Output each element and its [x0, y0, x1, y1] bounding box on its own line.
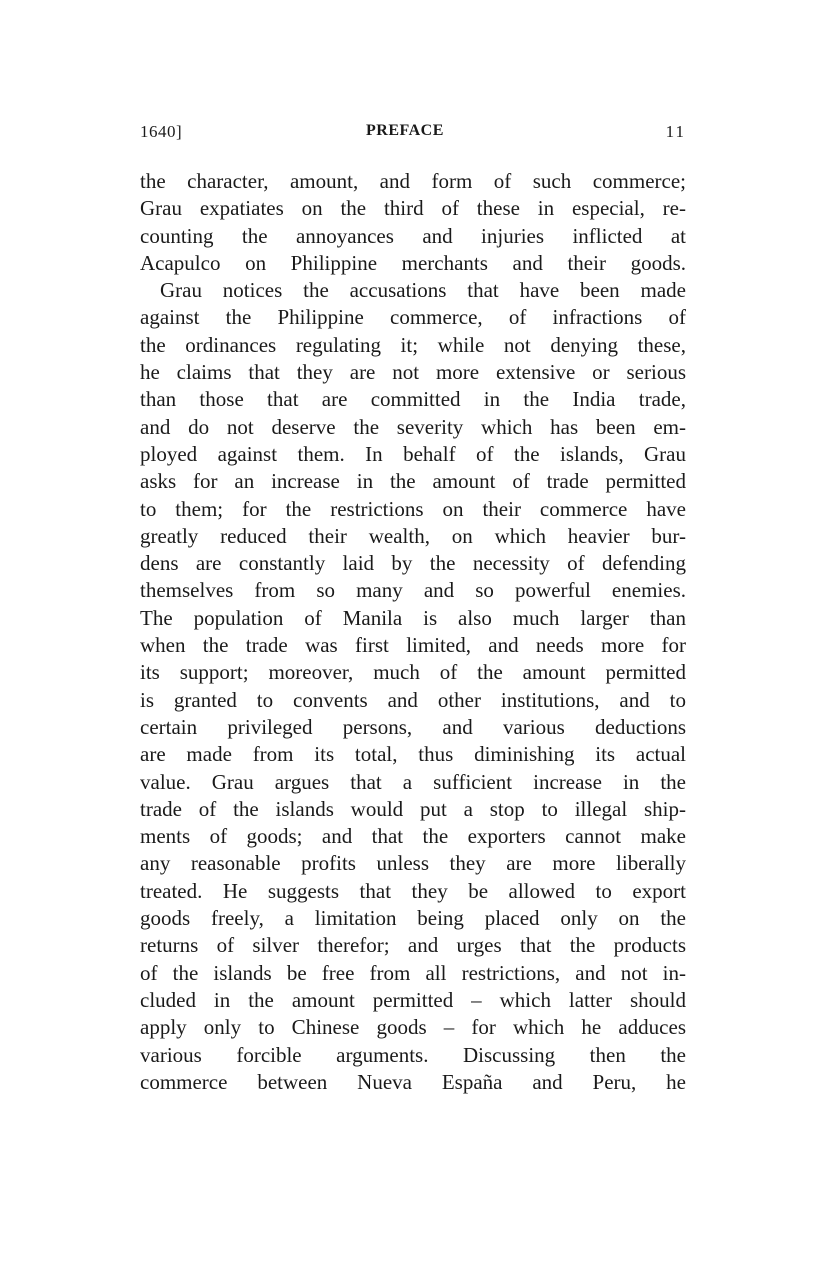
text-line: of the islands be free from all restrictions, and not in- [140, 960, 686, 985]
text-line: than those that are committed in the India trade, [140, 387, 686, 412]
text-line: value. Grau argues that a sufficient increase in the [140, 769, 686, 794]
text-line: its support; moreover, much of the amount permitted [140, 660, 686, 685]
text-line: Acapulco on Philippine merchants and their goods. [140, 250, 686, 275]
text-line: and do not deserve the severity which has been em- [140, 414, 686, 439]
text-line: trade of the islands would put a stop to illegal ship- [140, 796, 686, 821]
text-line: ployed against them. In behalf of the islands, Grau [140, 441, 686, 466]
text-line: cluded in the amount permitted – which latter should [140, 987, 686, 1012]
text-line: counting the annoyances and injuries inflicted at [140, 223, 686, 248]
text-line: any reasonable profits unless they are more liberally [140, 851, 686, 876]
text-line: is granted to convents and other institutions, and to [140, 687, 686, 712]
text-line: he claims that they are not more extensive or serious [140, 360, 686, 385]
text-line: against the Philippine commerce, of infractions of [140, 305, 686, 330]
text-line: when the trade was first limited, and needs more for [140, 633, 686, 658]
running-head-title: PREFACE [366, 122, 444, 139]
text-line: Grau notices the accusations that have been made [160, 278, 686, 303]
page-number: 11 [665, 122, 686, 141]
running-head [140, 122, 686, 146]
running-head-year: 1640] [140, 122, 183, 141]
text-line: apply only to Chinese goods – for which he adduces [140, 1015, 686, 1040]
body-text [140, 168, 686, 1096]
text-line: treated. He suggests that they be allowed to export [140, 878, 686, 903]
text-line: the ordinances regulating it; while not denying these, [140, 332, 686, 357]
text-line: commerce between Nueva España and Peru, he [140, 1069, 686, 1094]
text-line: are made from its total, thus diminishing its actual [140, 742, 686, 767]
text-line: the character, amount, and form of such commerce; [140, 169, 686, 193]
text-line: certain privileged persons, and various deductions [140, 714, 686, 739]
text-line: ments of goods; and that the exporters cannot make [140, 824, 686, 849]
text-line: asks for an increase in the amount of trade permitted [140, 469, 686, 494]
text-line: The population of Manila is also much larger than [140, 605, 686, 630]
text-line: Grau expatiates on the third of these in especial, re- [140, 196, 686, 221]
text-line: greatly reduced their wealth, on which heavier bur- [140, 523, 686, 548]
text-line: returns of silver therefor; and urges that the products [140, 933, 686, 958]
text-line: various forcible arguments. Discussing then the [140, 1042, 686, 1067]
text-line: to them; for the restrictions on their commerce have [140, 496, 686, 521]
text-line: goods freely, a limitation being placed only on the [140, 906, 686, 931]
text-line: dens are constantly laid by the necessity of defending [140, 551, 686, 576]
text-line: themselves from so many and so powerful enemies. [140, 578, 686, 603]
